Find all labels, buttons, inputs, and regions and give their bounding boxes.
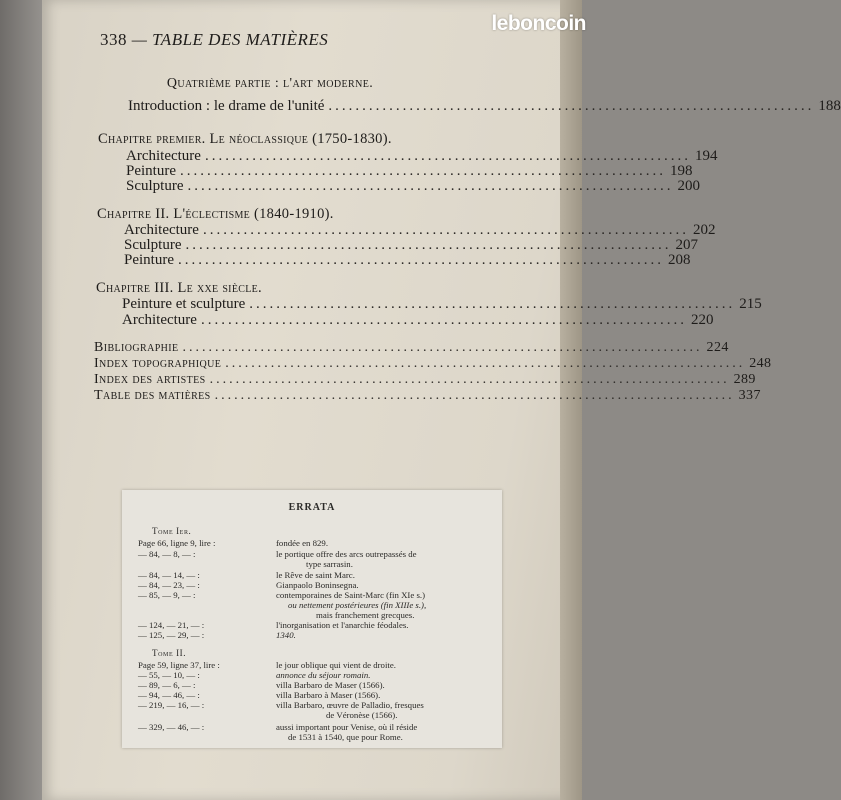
- toc-entry-label: Sculpture: [124, 237, 182, 253]
- leader-dots: ........................................................................: [328, 98, 815, 114]
- errata-ref: Page 59, ligne 37, lire :: [138, 660, 220, 670]
- toc-entry-label: Table des matières: [94, 388, 211, 403]
- chapter-title-3: Chapitre III. Le xxe siècle.: [96, 280, 262, 296]
- errata-text: type sarrasin.: [306, 559, 353, 569]
- leader-dots: ........................................................................: [187, 178, 674, 194]
- leader-dots: ........................................................................: [204, 148, 691, 164]
- toc-entry-index-topographique: [94, 356, 772, 372]
- toc-entry-page: 202: [692, 222, 716, 238]
- chapter-title-1: Chapitre premier. Le néoclassique (1750-1830).: [98, 131, 392, 147]
- toc-entry-page: 289: [733, 372, 756, 387]
- errata-text: de 1531 à 1540, que pour Rome.: [288, 732, 403, 742]
- errata-ref: — 84, — 23, — :: [138, 580, 200, 590]
- toc-entry-page: 208: [668, 252, 691, 268]
- leader-dots: ........................................................................: [185, 237, 672, 253]
- errata-ref: — 329, — 46, — :: [138, 722, 205, 732]
- leader-dots: ................................................................................: [225, 356, 746, 371]
- chapter-title-2: Chapitre II. L'éclectisme (1840-1910).: [97, 206, 334, 222]
- toc-entry-label: Peinture: [124, 252, 174, 268]
- errata-ref: — 219, — 16, — :: [138, 700, 205, 710]
- toc-entry-label: Architecture: [122, 312, 197, 328]
- toc-entry-label: Sculpture: [126, 178, 184, 194]
- errata-text: villa Barbaro à Maser (1566).: [276, 690, 381, 700]
- toc-entry-page: 337: [738, 388, 761, 403]
- errata-tome-1: Tome Ier.: [152, 526, 192, 536]
- toc-entry-page: 188: [818, 98, 841, 114]
- errata-text: annonce du séjour romain.: [276, 670, 371, 680]
- errata-ref: — 85, — 9, — :: [138, 590, 196, 600]
- toc-entry-introduction: [128, 98, 841, 115]
- errata-ref: — 94, — 46, — :: [138, 690, 200, 700]
- errata-ref: — 84, — 8, — :: [138, 549, 196, 559]
- toc-entry: [122, 312, 714, 329]
- leader-dots: ........................................................................: [178, 252, 664, 268]
- toc-entry-label: Introduction : le drame de l'unité: [128, 98, 325, 114]
- background-left: [0, 0, 48, 800]
- running-header: [100, 30, 328, 50]
- errata-text: 1340.: [276, 630, 296, 640]
- toc-entry-page: 200: [677, 178, 700, 194]
- errata-ref: — 124, — 21, — :: [138, 620, 205, 630]
- errata-text: aussi important pour Venise, où il réside: [276, 722, 418, 732]
- errata-text: ou nettement postérieures (fin XIIIe s.),: [288, 600, 427, 610]
- errata-title: ERRATA: [288, 502, 336, 513]
- errata-text: villa Barbaro, œuvre de Palladio, fresques: [276, 700, 424, 710]
- part-title: Quatrième partie : l'art moderne.: [166, 76, 374, 91]
- toc-entry-page: 207: [675, 237, 698, 253]
- toc-entry-label: Index topographique: [94, 356, 222, 371]
- toc-entry-page: 215: [739, 296, 762, 312]
- leader-dots: ........................................................................: [200, 312, 687, 328]
- leader-dots: ........................................................................: [180, 163, 666, 179]
- errata-tome-2: Tome II.: [152, 648, 187, 658]
- errata-ref: — 55, — 10, — :: [138, 670, 200, 680]
- leader-dots: ................................................................................: [182, 340, 703, 355]
- errata-slip: [122, 490, 502, 748]
- toc-entry-label: Architecture: [124, 222, 199, 238]
- toc-entry-label: Architecture: [126, 148, 201, 164]
- errata-text: le Rêve de saint Marc.: [276, 570, 355, 580]
- leader-dots: ................................................................................: [214, 388, 735, 403]
- errata-ref: — 84, — 14, — :: [138, 570, 200, 580]
- toc-entry-page: 224: [706, 340, 729, 355]
- leader-dots: ........................................................................: [202, 222, 689, 238]
- toc-entry-page: 198: [670, 163, 693, 179]
- errata-text: mais franchement grecques.: [316, 610, 415, 620]
- errata-text: le jour oblique qui vient de droite.: [276, 660, 396, 670]
- toc-entry-label: Index des artistes: [94, 372, 206, 387]
- errata-ref: — 125, — 29, — :: [138, 630, 205, 640]
- toc-entry: [126, 178, 700, 195]
- errata-text: fondée en 829.: [276, 538, 329, 548]
- toc-entry-bibliographie: [94, 340, 729, 356]
- toc-entry-label: Peinture et sculpture: [122, 296, 246, 312]
- header-page-number: 338: [100, 30, 127, 49]
- toc-entry-page: 248: [749, 356, 772, 371]
- errata-ref: Page 66, ligne 9, lire :: [138, 538, 216, 548]
- leader-dots: ........................................................................: [249, 296, 736, 312]
- errata-ref: — 89, — 6, — :: [138, 680, 196, 690]
- errata-text: de Véronèse (1566).: [326, 710, 398, 720]
- errata-text: contemporaines de Saint-Marc (fin XIe s.): [276, 590, 426, 600]
- toc-entry-label: Peinture: [126, 163, 176, 179]
- errata-text: Gianpaolo Boninsegna.: [276, 580, 359, 590]
- toc-entry-page: 220: [690, 312, 714, 328]
- errata-text: l'inorganisation et l'anarchie féodales.: [276, 620, 409, 630]
- header-title: — TABLE DES MATIÈRES: [131, 30, 329, 49]
- toc-entry: [122, 296, 762, 313]
- leader-dots: ................................................................................: [209, 372, 730, 387]
- toc-entry-page: 194: [694, 148, 718, 164]
- errata-text: le portique offre des arcs outrepassés de: [276, 549, 417, 559]
- toc-entry: [124, 252, 691, 269]
- errata-text: villa Barbaro de Maser (1566).: [276, 680, 385, 690]
- toc-entry-table-matieres: [94, 388, 761, 404]
- brand-watermark: leboncoin: [491, 12, 586, 35]
- toc-entry-label: Bibliographie: [94, 340, 179, 355]
- toc-entry-index-artistes: [94, 372, 756, 388]
